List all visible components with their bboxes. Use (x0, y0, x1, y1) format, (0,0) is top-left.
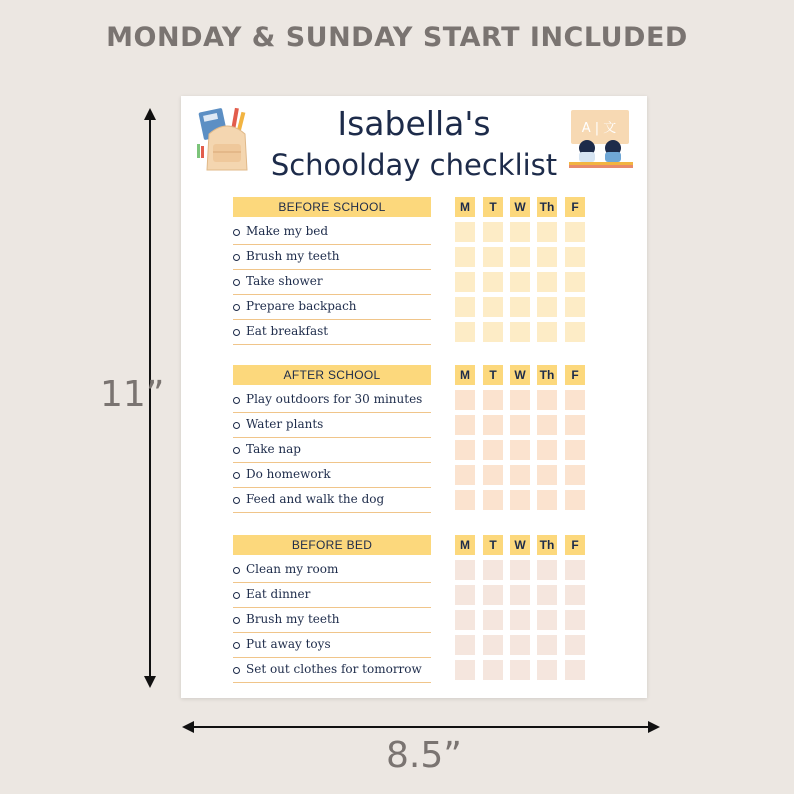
task-row (233, 297, 593, 322)
task-row (233, 560, 593, 585)
checkbox[interactable] (565, 415, 585, 435)
checkbox[interactable] (455, 490, 475, 510)
task-row (233, 635, 593, 660)
task-underline (233, 607, 431, 608)
checkbox[interactable] (510, 272, 530, 292)
task-underline (233, 412, 431, 413)
task-label: Brush my teeth (246, 249, 340, 263)
checkbox[interactable] (537, 490, 557, 510)
task-underline (233, 682, 431, 683)
day-header: M (455, 365, 475, 385)
checkbox[interactable] (537, 247, 557, 267)
task-row (233, 585, 593, 610)
bullet-circle-icon (233, 567, 240, 574)
checkbox[interactable] (455, 390, 475, 410)
task-label: Make my bed (246, 224, 329, 238)
task-underline (233, 582, 431, 583)
task-row (233, 610, 593, 635)
checkbox[interactable] (510, 465, 530, 485)
checkbox[interactable] (483, 415, 503, 435)
day-header: F (565, 535, 585, 555)
checkbox[interactable] (537, 415, 557, 435)
task-underline (233, 244, 431, 245)
checkbox[interactable] (483, 222, 503, 242)
day-header: W (510, 197, 530, 217)
bullet-circle-icon (233, 304, 240, 311)
task-row (233, 660, 593, 685)
checkbox[interactable] (510, 390, 530, 410)
checkbox[interactable] (483, 560, 503, 580)
task-label: Brush my teeth (246, 612, 340, 626)
section-heading: BEFORE SCHOOL (233, 197, 431, 217)
checkbox[interactable] (510, 490, 530, 510)
task-underline (233, 294, 431, 295)
checkbox[interactable] (483, 297, 503, 317)
checkbox[interactable] (455, 440, 475, 460)
checkbox[interactable] (483, 322, 503, 342)
task-underline (233, 632, 431, 633)
checkbox[interactable] (483, 610, 503, 630)
checkbox[interactable] (537, 297, 557, 317)
task-label: Eat breakfast (246, 324, 329, 338)
day-header: W (510, 535, 530, 555)
day-header: T (483, 535, 503, 555)
task-row (233, 465, 593, 490)
checkbox[interactable] (483, 490, 503, 510)
height-label: 11” (100, 374, 165, 415)
bullet-circle-icon (233, 667, 240, 674)
task-label: Set out clothes for tomorrow (246, 662, 422, 676)
width-label: 8.5” (386, 735, 462, 776)
task-label: Take shower (246, 274, 323, 288)
task-row (233, 415, 593, 440)
checkbox[interactable] (537, 322, 557, 342)
checkbox[interactable] (537, 560, 557, 580)
task-row (233, 390, 593, 415)
task-row (233, 247, 593, 272)
section-heading: AFTER SCHOOL (233, 365, 431, 385)
checkbox[interactable] (510, 585, 530, 605)
bullet-circle-icon (233, 254, 240, 261)
classroom-desk-icon (569, 108, 633, 170)
bullet-circle-icon (233, 329, 240, 336)
checkbox[interactable] (510, 635, 530, 655)
checkbox[interactable] (565, 297, 585, 317)
checkbox[interactable] (455, 415, 475, 435)
checkbox[interactable] (510, 222, 530, 242)
checkbox[interactable] (537, 390, 557, 410)
day-header: W (510, 365, 530, 385)
checkbox[interactable] (455, 560, 475, 580)
checkbox[interactable] (537, 465, 557, 485)
checkbox[interactable] (510, 415, 530, 435)
day-header: T (483, 365, 503, 385)
task-label: Prepare backpach (246, 299, 357, 313)
checkbox[interactable] (510, 560, 530, 580)
checkbox[interactable] (565, 490, 585, 510)
day-header: Th (537, 197, 557, 217)
bullet-circle-icon (233, 229, 240, 236)
bullet-circle-icon (233, 472, 240, 479)
checkbox[interactable] (565, 247, 585, 267)
checkbox[interactable] (565, 440, 585, 460)
day-header: T (483, 197, 503, 217)
day-header: F (565, 365, 585, 385)
day-header: Th (537, 535, 557, 555)
day-header: F (565, 197, 585, 217)
checkbox[interactable] (537, 440, 557, 460)
checkbox[interactable] (537, 660, 557, 680)
day-header: M (455, 197, 475, 217)
checkbox[interactable] (565, 660, 585, 680)
checkbox[interactable] (455, 247, 475, 267)
checkbox[interactable] (537, 222, 557, 242)
task-row (233, 440, 593, 465)
checkbox[interactable] (510, 440, 530, 460)
task-underline (233, 269, 431, 270)
checkbox[interactable] (455, 465, 475, 485)
checkbox[interactable] (510, 660, 530, 680)
checkbox[interactable] (565, 585, 585, 605)
task-label: Feed and walk the dog (246, 492, 385, 506)
checkbox[interactable] (510, 322, 530, 342)
bullet-circle-icon (233, 592, 240, 599)
bullet-circle-icon (233, 642, 240, 649)
task-row (233, 322, 593, 347)
checkbox[interactable] (483, 635, 503, 655)
checkbox[interactable] (510, 297, 530, 317)
task-label: Take nap (246, 442, 301, 456)
checkbox[interactable] (483, 390, 503, 410)
checkbox[interactable] (483, 440, 503, 460)
task-label: Put away toys (246, 637, 331, 651)
bullet-circle-icon (233, 422, 240, 429)
task-underline (233, 319, 431, 320)
task-underline (233, 487, 431, 488)
task-underline (233, 657, 431, 658)
bullet-circle-icon (233, 497, 240, 504)
checkbox[interactable] (455, 635, 475, 655)
bullet-circle-icon (233, 279, 240, 286)
checkbox[interactable] (537, 610, 557, 630)
checkbox[interactable] (537, 585, 557, 605)
checkbox[interactable] (455, 610, 475, 630)
checklist-sheet (181, 96, 647, 698)
day-header: Th (537, 365, 557, 385)
task-underline (233, 512, 431, 513)
checkbox[interactable] (537, 272, 557, 292)
checkbox[interactable] (565, 222, 585, 242)
banner-title: MONDAY & SUNDAY START INCLUDED (106, 22, 688, 53)
checkbox[interactable] (455, 585, 475, 605)
bullet-circle-icon (233, 397, 240, 404)
task-underline (233, 462, 431, 463)
checkbox[interactable] (455, 660, 475, 680)
title-name: Isabella's (337, 104, 491, 143)
checkbox[interactable] (565, 322, 585, 342)
task-row (233, 272, 593, 297)
checkbox[interactable] (483, 247, 503, 267)
task-underline (233, 344, 431, 345)
task-row (233, 222, 593, 247)
bullet-circle-icon (233, 617, 240, 624)
checkbox[interactable] (483, 660, 503, 680)
checkbox[interactable] (455, 272, 475, 292)
task-label: Water plants (246, 417, 324, 431)
task-label: Eat dinner (246, 587, 311, 601)
checkbox[interactable] (455, 222, 475, 242)
checkbox[interactable] (483, 585, 503, 605)
day-header: M (455, 535, 475, 555)
task-row (233, 490, 593, 515)
title-subtitle: Schoolday checklist (270, 148, 558, 182)
checkbox[interactable] (483, 272, 503, 292)
checkbox[interactable] (565, 610, 585, 630)
checkbox[interactable] (483, 465, 503, 485)
checkbox[interactable] (565, 635, 585, 655)
checkbox[interactable] (510, 610, 530, 630)
task-label: Clean my room (246, 562, 339, 576)
checkbox[interactable] (537, 635, 557, 655)
checkbox[interactable] (455, 322, 475, 342)
checkbox[interactable] (455, 297, 475, 317)
task-label: Do homework (246, 467, 331, 481)
checkbox[interactable] (565, 390, 585, 410)
width-dimension-arrow (182, 720, 660, 734)
checkbox[interactable] (565, 560, 585, 580)
task-underline (233, 437, 431, 438)
bullet-circle-icon (233, 447, 240, 454)
checkbox[interactable] (565, 465, 585, 485)
desk-board-text: A | 文 (581, 121, 617, 136)
task-label: Play outdoors for 30 minutes (246, 392, 423, 406)
checkbox[interactable] (565, 272, 585, 292)
section-heading: BEFORE BED (233, 535, 431, 555)
checkbox[interactable] (510, 247, 530, 267)
